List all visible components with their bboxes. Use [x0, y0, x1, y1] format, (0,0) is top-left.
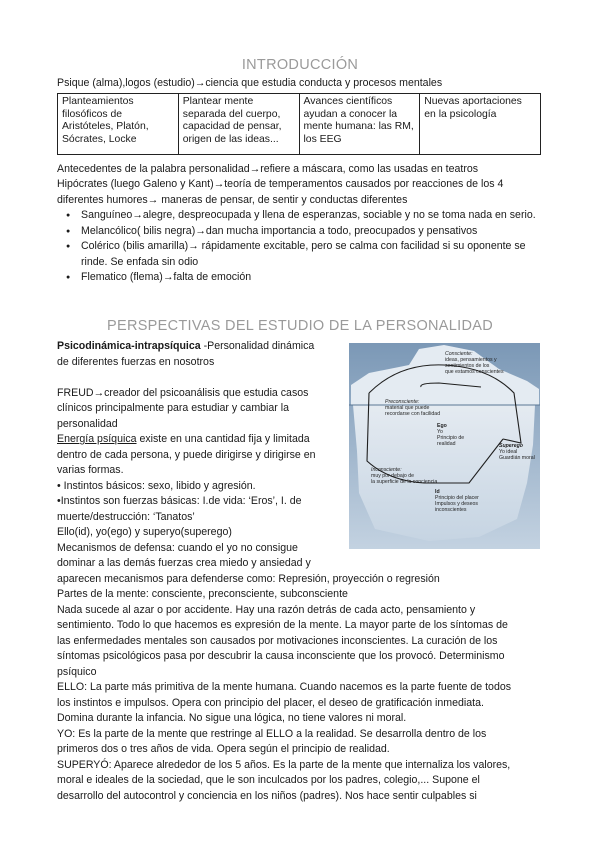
list-item: ● Flematico (flema)→falta de emoción [57, 270, 547, 286]
body-line: SUPERYÓ: Aparece alrededor de los 5 años. Es la parte de la mente que internaliza los valores, [57, 759, 511, 771]
label-consciente: Consciente: [445, 351, 473, 357]
body-line: Partes de la mente: consciente, preconsciente, subconsciente [57, 588, 348, 600]
body-line: las enfermedades mentales son causados por motivaciones inconscientes. La curación de los [57, 635, 498, 647]
instintos-line: •Instintos son fuerzas básicas: I.de vida: ‘Eros’, I. de [57, 495, 302, 507]
freud-line: clínicos principalmente para estudiar y cambiar la [57, 402, 289, 414]
label-id: Id [435, 489, 440, 495]
body-line: primeros dos o tres años de vida. Opera según el principio de realidad. [57, 743, 390, 755]
label-consciente: que estamos conscientes [445, 369, 504, 375]
label-superego: Yo ideal [499, 449, 518, 455]
energia-line [57, 432, 310, 448]
page-title: INTRODUCCIÓN [241, 57, 359, 73]
history-table [57, 93, 541, 155]
instintos-line: muerte/destrucción: ‘Tanatos’ [57, 511, 195, 523]
label-inconsciente: la superficie de la conciencia [371, 479, 438, 485]
table-cell: Planteamientos filosóficos de Aristóteles, Platón, Sócrates, Locke [58, 94, 179, 155]
table-cell: Plantear mente separada del cuerpo, capacidad de pensar, origen de las ideas... [178, 94, 299, 155]
antecedentes-line: Antecedentes de la palabra personalidad→refiere a máscara, como las usadas en teatros [57, 163, 479, 175]
label-superego: Guardián moral [499, 455, 535, 461]
psicodinamica-rest: -Personalidad dinámica [200, 340, 315, 352]
label-id: inconscientes [435, 507, 467, 513]
label-ego: realidad [437, 441, 456, 447]
freud-line: FREUD→creador del psicoanálisis que estudia casos [57, 387, 309, 399]
label-preconsciente: recordarse con facilidad [385, 411, 441, 417]
energia-term: Energía psíquica [57, 433, 137, 445]
energia-line: dentro de cada persona, y puede dirigirse y dirigirse en [57, 449, 316, 461]
label-ego: Yo [437, 429, 443, 435]
table-cell: Nuevas aportaciones en la psicología [420, 94, 541, 155]
table-cell: Avances científicos ayudan a conocer la mente humana: las RM, los EEG [299, 94, 420, 155]
label-inconsciente: Inconsciente: [371, 467, 402, 473]
instintos-line: • Instintos básicos: sexo, libido y agresión. [57, 480, 256, 492]
psicodinamica-heading [57, 339, 314, 355]
body-line: aparecen mecanismos para defenderse como: Represión, proyección o regresión [57, 573, 440, 585]
psicodinamica-line: de diferentes fuerzas en nosotros [57, 356, 215, 368]
humores-list [57, 208, 547, 286]
list-item: ● Sanguíneo→alegre, despreocupada y llena de esperanzas, sociable y no se toma nada en serio. [57, 208, 547, 224]
energia-line: varias formas. [57, 464, 124, 476]
body-line: síntomas psicológicos pasa por descubrir la causa inconsciente que los provocó. Determinismo [57, 650, 505, 662]
body-line: Domina durante la infancia. No sigue una lógica, no tiene valores ni moral. [57, 712, 407, 724]
body-line: ELLO: La parte más primitiva de la mente humana. Cuando nacemos es la parte fuente de todos [57, 681, 512, 693]
body-line: sentimiento. Todo lo que hacemos es expresión de la mente. La mayor parte de los síntomas de [57, 619, 508, 631]
label-id: Principio del placer [435, 495, 479, 501]
list-item: ● Colérico (bilis amarilla)→ rápidamente excitable, pero se calma con facilidad si su oponente se rinde. Se enfada sin odio [57, 239, 547, 270]
defensa-line: dominar a las demás fuerzas crea miedo y ansiedad y [57, 557, 311, 569]
psicodinamica-term: Psicodinámica-intrapsíquica [57, 340, 201, 352]
label-ego: Ego [437, 423, 447, 429]
body-line: moral e ideales de la sociedad, que le son inculcados por los padres, colegio,... Supone el [57, 774, 480, 786]
body-line: los instintos e impulsos. Opera con principio del placer, el deseo de gratificación inmediata. [57, 697, 484, 709]
label-id: Impulsos y deseos [435, 501, 478, 507]
list-item: ● Melancólico( bilis negra)→dan mucha importancia a todo, preocupados y pensativos [57, 224, 547, 240]
iceberg-figure [349, 343, 540, 549]
body-line: desarrollo del autocontrol y conciencia en los niños (padres). Nos hace sentir culpables si [57, 790, 477, 802]
table-row [58, 94, 541, 155]
label-superego: Superego [499, 443, 523, 449]
body-line: Nada sucede al azar o por accidente. Hay una razón detrás de cada acto, pensamiento y [57, 604, 476, 616]
label-consciente: sentimientos de los [445, 363, 490, 369]
intro-line: Psique (alma),logos (estudio)→ciencia que estudia conducta y procesos mentales [57, 77, 443, 89]
label-preconsciente: material que puede [385, 405, 430, 411]
energia-rest: existe en una cantidad fija y limitada [136, 433, 310, 445]
label-preconsciente: Preconsciente: [385, 399, 420, 405]
instintos-line: Ello(id), yo(ego) y superyo(superego) [57, 526, 232, 538]
section-title: PERSPECTIVAS DEL ESTUDIO DE LA PERSONALIDAD [107, 318, 493, 334]
body-line: psíquico [57, 666, 97, 678]
label-consciente: ideas, pensamientos y [445, 357, 497, 363]
label-ego: Principio de [437, 435, 465, 441]
antecedentes-line: diferentes humores→ maneras de pensar, de sentir y conductas diferentes [57, 194, 408, 206]
antecedentes-line: Hipócrates (luego Galeno y Kant)→teoría de temperamentos causados por reacciones de los 4 [57, 178, 504, 190]
freud-line: personalidad [57, 418, 118, 430]
body-line: YO: Es la parte de la mente que restringe al ELLO a la realidad. Se desarrolla dentro de los [57, 728, 487, 740]
defensa-line: Mecanismos de defensa: cuando el yo no consigue [57, 542, 298, 554]
label-inconsciente: muy por debajo de [371, 473, 414, 479]
